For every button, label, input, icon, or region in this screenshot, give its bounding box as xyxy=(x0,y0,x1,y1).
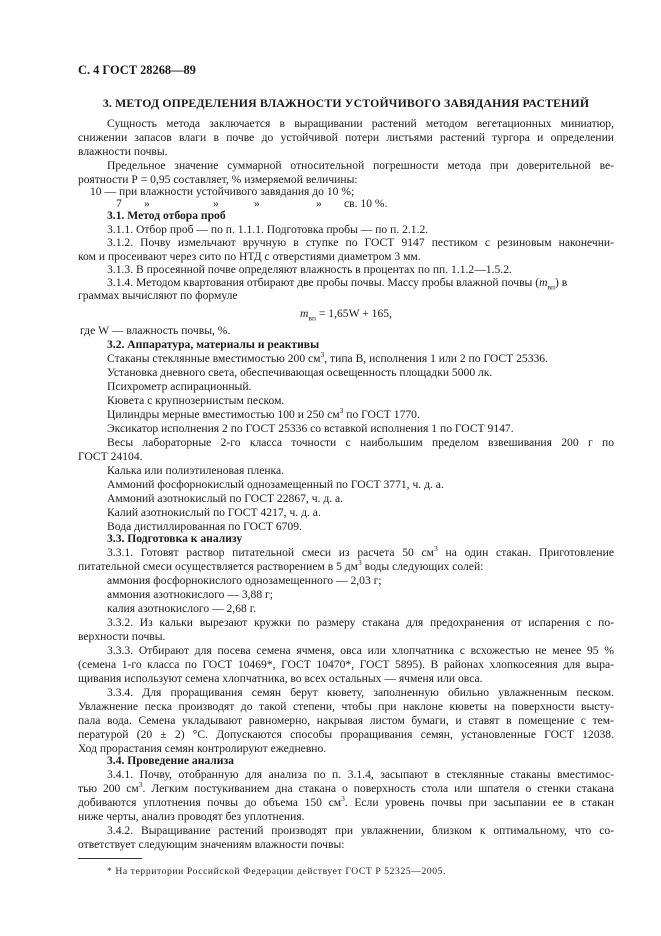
p-3-3-1-line-2: питательной смеси осуществляется растворением в 5 $дм^3$ воды следующих солей: xyxy=(78,558,484,573)
item-kalka: Калька или полиэтиленовая пленка. xyxy=(107,464,285,477)
item-cilindry: Цилиндры мерные вместимостью 100 и 250 $см^3$ по ГОСТ 1770. xyxy=(107,406,420,421)
intro-line-2: снижении запасов влаги в почве до устойчивой потери листьями растений тургора и определении xyxy=(78,131,614,144)
p-3-3-3-line-1: 3.3.3. Отбирают для посева семена ячменя, овса или хлопчатника с всхожестью не менее 95 % xyxy=(107,644,614,657)
page-header: С. 4 ГОСТ 28268—89 xyxy=(78,63,196,77)
p-3-1-1: 3.1.1. Отбор проб — по п. 1.1.1. Подготовка пробы — по п. 2.1.2. xyxy=(107,223,429,236)
p-3-1-4-line-1: 3.1.4. Методом квартования отбирают две пробы почвы. Массу пробы влажной почвы $(m_{вп})$ в xyxy=(107,276,568,292)
p-3-3-1-line-1: 3.3.1. Готовят раствор питательной смеси из расчета 50 $см^3$ на один стакан. Приготовление xyxy=(107,544,614,559)
item-ammoniy-fosfor: Аммоний фосфорнокислый однозамещенный по ГОСТ 3771, ч. д. а. xyxy=(107,478,444,491)
item-ustanovka: Установка дневного света, обеспечивающая освещенность площадки 5000 лк. xyxy=(107,366,493,379)
p-3-3-3-line-2: (семена 1-го класса по ГОСТ 10469*, ГОСТ 10470*, ГОСТ 5895). В районах хлопкосеяния для выра- xyxy=(78,658,614,671)
p-3-1-4-line-2: граммах вычисляют по формуле xyxy=(78,289,238,302)
intro-line-1: Сущность метода заключается в выращивании растений методом вегетационных миниатюр, xyxy=(107,117,614,130)
subsection-3-2-heading: 3.2. Аппаратура, материалы и реактивы xyxy=(107,338,320,351)
item-kaliy-azot: Калий азотнокислый по ГОСТ 4217, ч. д. а. xyxy=(107,506,321,519)
p-3-1-2-line-1: 3.1.2. Почву измельчают вручную в ступке по ГОСТ 9147 пестиком с резиновым наконечни- xyxy=(107,236,614,249)
row7-ditto-3: » xyxy=(254,197,260,210)
salt-1: аммония фосфорнокислого однозамещенного — 2,03 г; xyxy=(107,574,382,587)
row7-ditto-1: » xyxy=(144,197,150,210)
error-line-1: Предельное значение суммарной относительной погрешности метода при доверительной ве- xyxy=(107,159,614,172)
item-vesy-line-1: Весы лабораторные 2-го класса точности с наибольшим пределом взвешивания 200 г по xyxy=(107,436,614,449)
p-3-4-1-line-4: ниже черты, анализ проводят без уплотнения. xyxy=(78,810,305,823)
p-3-3-4-line-4: пературой (20 ± 2) °С. Допускаются способы проращивания семян, установленные ГОСТ 12038. xyxy=(78,728,614,741)
section-title: 3. МЕТОД ОПРЕДЕЛЕНИЯ ВЛАЖНОСТИ УСТОЙЧИВОГО ЗАВЯДАНИЯ РАСТЕНИЙ xyxy=(102,96,590,110)
row7-num: 7 xyxy=(116,197,122,210)
subsection-3-4-heading: 3.4. Проведение анализа xyxy=(107,754,234,767)
p-3-3-4-line-2: Увлажнение песка производят до такой степени, чтобы при наклоне кюветы на поверхности высту- xyxy=(78,700,614,713)
item-stakany: Стаканы стеклянные вместимостью 200 $см^3$, типа В, исполнения 1 или 2 по ГОСТ 25336. xyxy=(107,350,548,365)
p-3-3-4-line-3: пала вода. Семена укладывают равномерно, накрывая листом бумаги, и ставят в помещение с тем- xyxy=(78,714,614,727)
subsection-3-3-heading: 3.3. Подготовка к анализу xyxy=(107,532,243,545)
p-3-3-3-line-3: щивания используют семена хлопчатника, во всех остальных — ячменя или овса. xyxy=(78,672,483,685)
p-3-4-1-line-1: 3.4.1. Почву, отобранную для анализа по п. 3.1.4, засыпают в стеклянные стаканы вместимос- xyxy=(107,768,614,781)
p-3-4-2-line-1: 3.4.2. Выращивание растений производят при увлажнении, близком к оптимальному, что со- xyxy=(107,824,614,837)
error-line-2: роятности Р = 0,95 составляет, % измеряемой величины: xyxy=(78,173,358,186)
footnote-rule xyxy=(78,858,142,859)
formula-where: где W — влажность почвы, %. xyxy=(80,324,231,337)
footnote: * На территории Российской Федерации действует ГОСТ Р 52325—2005. xyxy=(107,866,447,877)
salt-2: аммония азотнокислого — 3,88 г; xyxy=(107,588,274,601)
error-line-3: 10 — при влажности устойчивого завядания до 10 %; xyxy=(90,185,355,198)
item-eksikator: Эксикатор исполнения 2 по ГОСТ 25336 со вставкой исполнения 1 по ГОСТ 9147. xyxy=(107,422,514,435)
item-vesy-line-2: ГОСТ 24104. xyxy=(78,450,143,463)
subsection-3-1-heading: 3.1. Метод отбора проб xyxy=(107,209,226,222)
item-psikhrometr: Психрометр аспирационный. xyxy=(107,380,252,393)
intro-line-3: влажности почвы. xyxy=(78,145,168,158)
item-ammoniy-azot: Аммоний азотнокислый по ГОСТ 22867, ч. д. а. xyxy=(107,492,344,505)
p-3-1-2-line-2: ком и просеивают через сито по НТД с отверстиями диаметром 3 мм. xyxy=(78,250,421,263)
p-3-4-1-line-2: тью 200 $см^3$. Легким постукиванием дна стакана о поверхность стола или шпателя о стенки стакана xyxy=(78,780,615,795)
row7-ditto-2: » xyxy=(213,197,219,210)
row7-tail: св. 10 %. xyxy=(344,197,388,210)
salt-3: калия азотнокислого — 2,68 г. xyxy=(107,602,257,615)
p-3-3-2-line-1: 3.3.2. Из кальки вырезают кружки по размеру стакана для предохранения от испарения с по- xyxy=(107,616,614,629)
p-3-3-2-line-2: верхности почвы. xyxy=(78,630,166,643)
p-3-3-4-line-1: 3.3.4. Для проращивания семян берут кювету, заполненную обильно увлажненным песком. xyxy=(107,686,614,699)
p-3-3-4-line-5: Ход прорастания семян контролируют ежедневно. xyxy=(78,742,327,755)
formula: $m_{вп} = 1,65W + 165$, xyxy=(300,307,392,323)
p-3-1-3: 3.1.3. В просеянной почве определяют влажность в процентах по пп. 1.1.2—1.5.2. xyxy=(107,263,512,276)
item-kyuveta: Кювета с крупнозернистым песком. xyxy=(107,394,285,407)
p-3-4-2-line-2: ответствует следующим значениям влажности почвы: xyxy=(78,838,345,851)
item-voda: Вода дистиллированная по ГОСТ 6709. xyxy=(107,520,302,533)
p-3-4-1-line-3: добиваются уплотнения почвы до объема 150 $см^3$. Если уровень почвы при засыпании ее в стакан xyxy=(78,794,614,809)
row7-ditto-4: » xyxy=(316,197,322,210)
